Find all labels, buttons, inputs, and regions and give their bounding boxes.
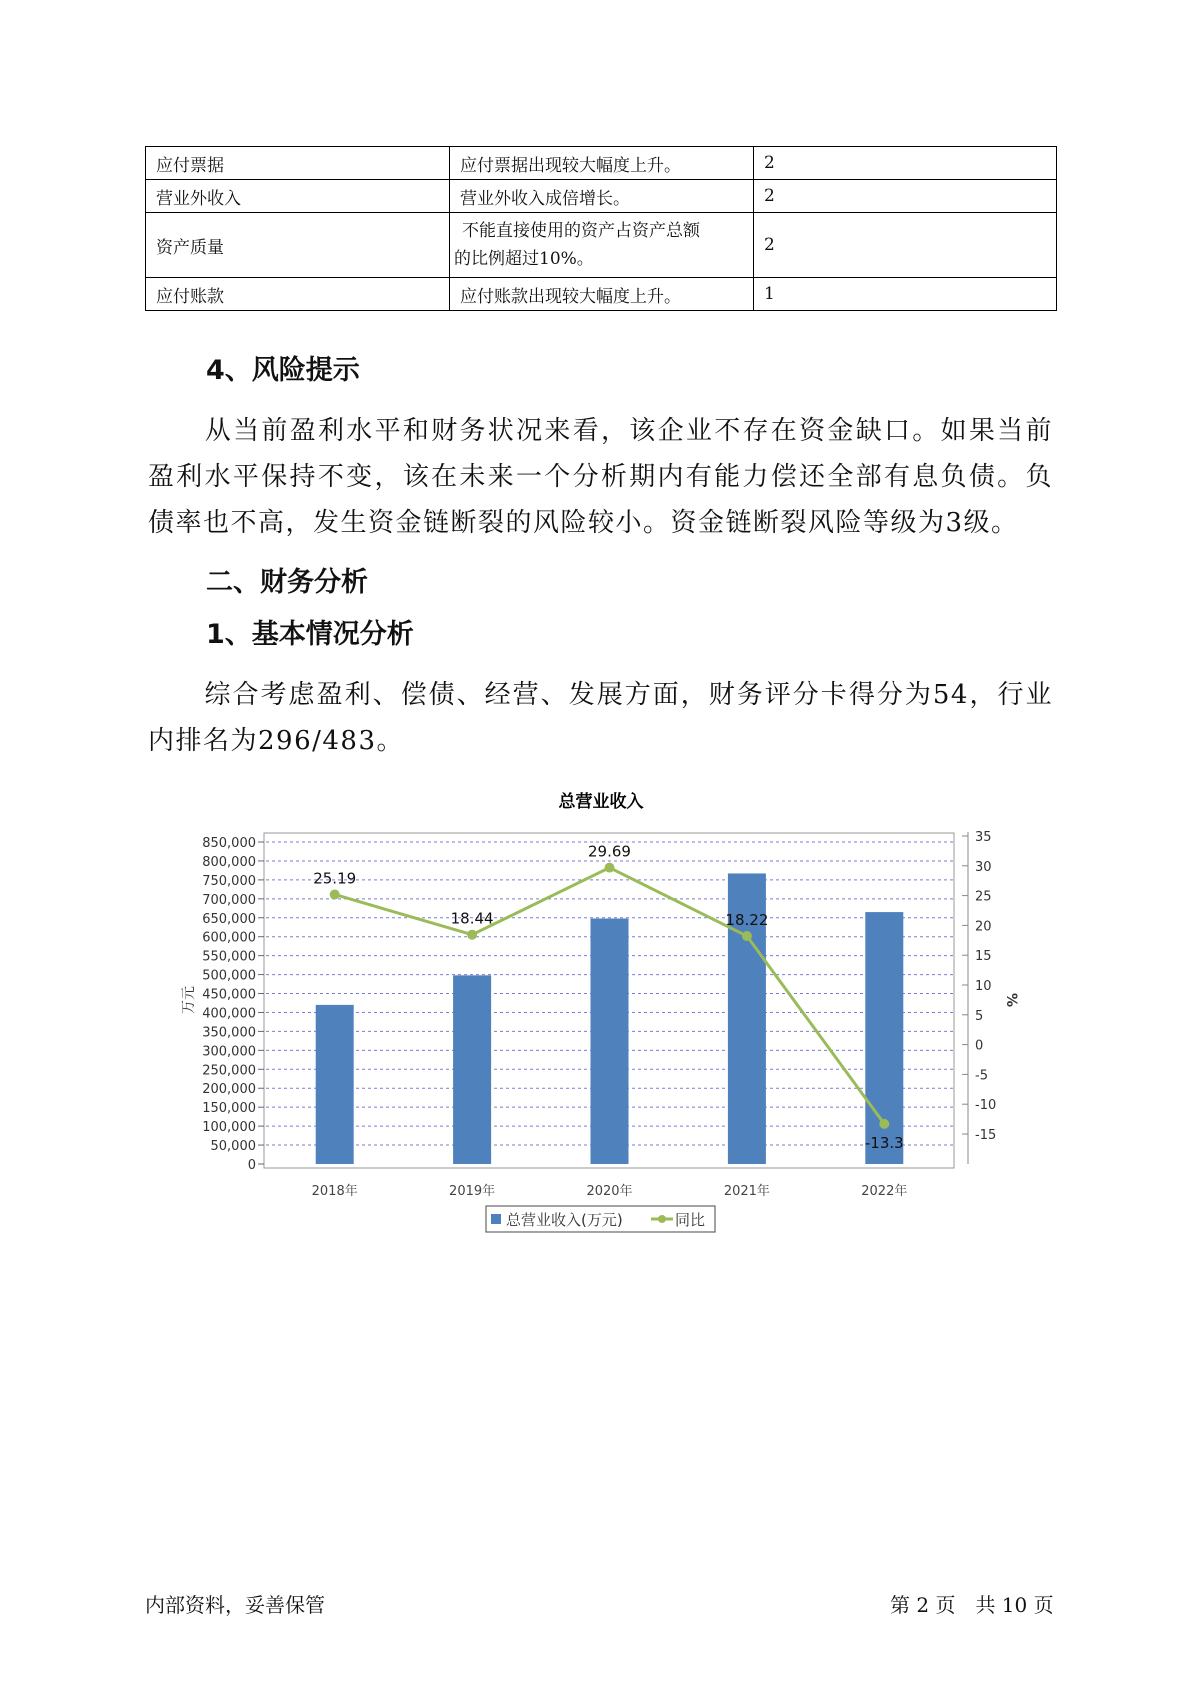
y-axis-label: 万元	[181, 986, 197, 1014]
yoy-data-label: 25.19	[313, 869, 357, 888]
y-tick-label: 800,000	[202, 854, 256, 870]
x-tick-label: 2021年	[723, 1184, 770, 1199]
legend-bar-label: 总营业收入(万元)	[506, 1211, 623, 1229]
table-cell-item: 资产质量	[146, 213, 450, 278]
legend-bar-swatch	[491, 1214, 501, 1224]
x-tick-label: 2020年	[586, 1184, 633, 1199]
y2-tick-label: 30	[975, 859, 992, 875]
y-tick-label: 500,000	[202, 968, 256, 984]
table-cell-desc: 应付账款出现较大幅度上升。	[450, 278, 754, 311]
table-cell-item: 应付账款	[146, 278, 450, 311]
y-tick-label: 700,000	[202, 892, 256, 908]
yoy-data-label: 18.44	[450, 909, 494, 928]
basic-text: 综合考虑盈利、偿债、经营、发展方面，财务评分卡得分为54，行业内排名为296/483。	[148, 680, 1053, 756]
x-axis	[312, 1183, 908, 1199]
y2-tick-label: -15	[975, 1128, 997, 1143]
yoy-point	[742, 931, 752, 941]
y2-tick-label: 10	[975, 979, 992, 994]
table-cell-desc-line: 的比例超过10%。	[454, 249, 594, 269]
y2-tick-label: -10	[975, 1098, 997, 1114]
table-cell-item: 营业外收入	[146, 180, 450, 213]
footer-left: 内部资料，妥善保管	[145, 1593, 325, 1617]
y-tick-label: 600,000	[202, 930, 256, 946]
yoy-data-label: 18.22	[725, 911, 769, 930]
bar	[591, 919, 629, 1164]
y2-tick-label: 0	[975, 1038, 984, 1054]
bar	[316, 1005, 354, 1164]
y-tick-label: 350,000	[202, 1025, 256, 1041]
y-tick-label: 400,000	[202, 1006, 256, 1022]
y2-axis-label: %	[1003, 992, 1019, 1008]
y-tick-label: 550,000	[202, 949, 256, 965]
table-cell-desc: 营业外收入成倍增长。	[450, 180, 754, 213]
legend	[486, 1206, 715, 1232]
y2-tick-label: -5	[975, 1068, 988, 1084]
table-cell-score: 2	[754, 147, 1057, 180]
table-cell-score: 2	[754, 213, 1057, 278]
legend-line-marker	[658, 1215, 666, 1223]
y-tick-label: 200,000	[202, 1082, 256, 1098]
y-axis-right	[962, 830, 996, 1164]
risk-text: 从当前盈利水平和财务状况来看，该企业不存在资金缺口。如果当前盈利水平保持不变，该在未来一个分析期内有能力偿还全部有息负债。负债率也不高，发生资金链断裂的风险较小。资金链断裂风险等级为3级。	[148, 416, 1053, 538]
y-tick-label: 100,000	[202, 1120, 256, 1136]
yoy-data-label: -13.3	[864, 1133, 904, 1152]
x-tick-label: 2019年	[449, 1184, 496, 1199]
y-tick-label: 50,000	[210, 1139, 256, 1155]
basic-heading: 1、基本情况分析	[206, 619, 414, 650]
yoy-point	[330, 889, 340, 899]
table-cell-score: 2	[754, 180, 1057, 213]
y-axis-left	[202, 836, 264, 1173]
table-cell-desc-line: 不能直接使用的资产占资产总额	[462, 221, 700, 241]
table-cell-item: 应付票据	[146, 147, 450, 180]
y2-tick-label: 20	[975, 919, 992, 935]
y-tick-label: 250,000	[202, 1063, 256, 1079]
y-tick-label: 450,000	[202, 987, 256, 1003]
y-tick-label: 300,000	[202, 1044, 256, 1060]
footer-page-number: 第 2 页 共 10 页	[890, 1593, 1054, 1617]
chart-title: 总营业收入	[558, 792, 644, 812]
y-tick-label: 0	[247, 1158, 256, 1173]
x-tick-label: 2022年	[861, 1184, 908, 1199]
y2-tick-label: 15	[975, 949, 992, 965]
yoy-point	[605, 863, 615, 873]
y-tick-label: 150,000	[202, 1101, 256, 1117]
y-tick-label: 650,000	[202, 911, 256, 927]
risk-heading: 4、风险提示	[206, 355, 360, 386]
x-tick-label: 2018年	[311, 1184, 358, 1199]
table-cell-score: 1	[754, 278, 1057, 311]
finance-heading: 二、财务分析	[206, 567, 368, 598]
y2-tick-label: 25	[975, 889, 992, 905]
yoy-point	[467, 930, 477, 940]
yoy-point	[879, 1119, 889, 1129]
y-tick-label: 750,000	[202, 873, 256, 889]
y2-tick-label: 35	[975, 830, 992, 845]
legend-line-label: 同比	[675, 1211, 706, 1229]
bars	[316, 873, 904, 1164]
y-tick-label: 850,000	[202, 836, 256, 851]
yoy-data-label: 29.69	[588, 842, 631, 861]
table-cell-desc: 应付票据出现较大幅度上升。	[450, 147, 754, 180]
y2-tick-label: 5	[975, 1008, 984, 1024]
bar	[453, 975, 491, 1164]
